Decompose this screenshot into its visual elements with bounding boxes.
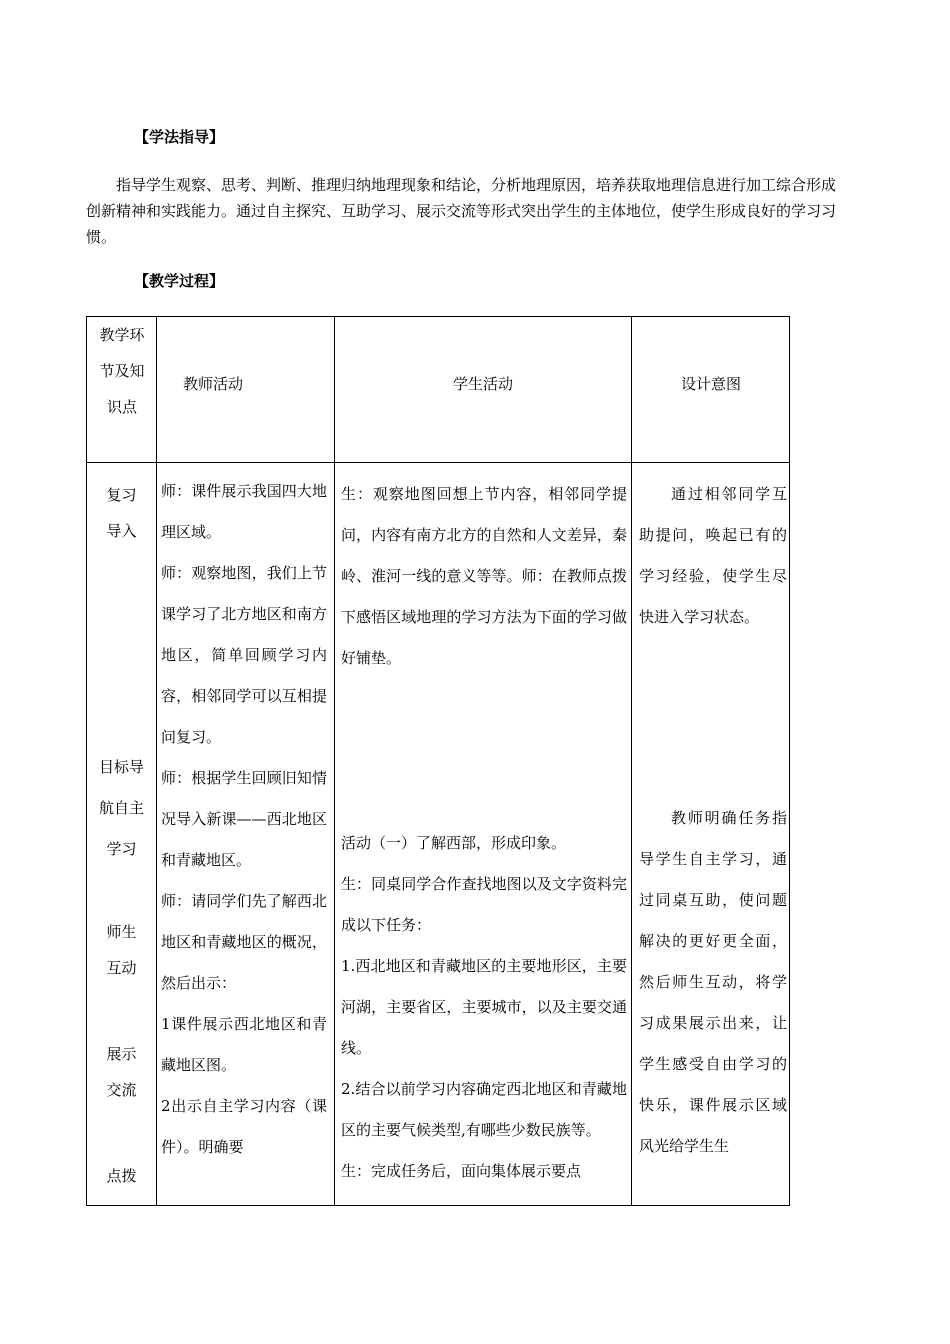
header-divider [87, 462, 789, 463]
student-line: 2.结合以前学习内容确定西北地区和青藏地区的主要气候类型,有哪些少数民族等。 [341, 1080, 627, 1139]
stage-guide: 点拨 [106, 1167, 137, 1185]
stage-show: 展示交流 [106, 1045, 137, 1099]
header-student: 学生活动 [452, 375, 513, 393]
student-line: 生：观察地图回想上节内容，相邻同学提问，内容有南方北方的自然和人文差异，秦岭、淮河一线的意义等等。师：在教师点拨下感悟区域地理的学习方法为下面的学习做好铺垫。 [341, 485, 627, 667]
teacher-line: 师：课件展示我国四大地理区域。 [161, 482, 327, 541]
study-guide-heading: 【学法指导】 [134, 128, 225, 146]
student-activity-task [341, 823, 627, 1192]
header-intent: 设计意图 [680, 375, 741, 393]
intent-review [639, 474, 787, 638]
teacher-activities [161, 471, 327, 1168]
teacher-line: 师：观察地图，我们上节课学习了北方地区和南方地区，简单回顾学习内容，相邻同学可以互相提问复习。 [161, 564, 327, 746]
teaching-process-heading: 【教学过程】 [134, 272, 225, 290]
teacher-line: 1课件展示西北地区和青藏地区图。 [161, 1015, 327, 1074]
stage-interact: 师生互动 [106, 923, 137, 977]
intent-task [639, 798, 787, 1167]
col-divider [156, 317, 157, 1205]
header-stage: 教学环节及知识点 [99, 326, 145, 416]
student-line: 生：同桌同学合作查找地图以及文字资料完成以下任务： [341, 875, 627, 934]
student-line: 1.西北地区和青藏地区的主要地形区，主要河湖，主要省区，主要城市，以及主要交通线。 [341, 957, 627, 1057]
stage-goal: 目标导航自主学习 [98, 758, 144, 858]
study-guide-paragraph [86, 172, 836, 250]
col-divider [334, 317, 335, 1205]
col-divider [631, 317, 632, 1205]
teacher-line: 师：请同学们先了解西北地区和青藏地区的概况，然后出示： [161, 892, 327, 992]
stage-review: 复习导入 [106, 486, 137, 540]
student-activity-review [341, 474, 627, 679]
student-line: 活动（一）了解西部，形成印象。 [341, 834, 567, 852]
teacher-line: 师：根据学生回顾旧知情况导入新课——西北地区和青藏地区。 [161, 769, 327, 869]
study-guide-text: 指导学生观察、思考、判断、推理归纳地理现象和结论，分析地理原因，培养获取地理信息进行加工综合形成创新精神和实践能力。通过自主探究、互助学习、展示交流等形式突出学生的主体地位，使学生形成良好的学习习惯。 [86, 176, 837, 246]
teaching-process-table [86, 316, 790, 1206]
intent-line: 通过相邻同学互助提问，唤起已有的学习经验，使学生尽快进入学习状态。 [639, 485, 787, 626]
student-line: 生：完成任务后，面向集体展示要点 [341, 1162, 582, 1180]
intent-line: 教师明确任务指导学生自主学习，通过同桌互助，使问题解决的更好更全面，然后师生互动，将学习成果展示出来，让学生感受自由学习的快乐，课件展示区域风光给学生生 [639, 809, 787, 1155]
teacher-line: 2出示自主学习内容（课件）。明确要 [161, 1097, 327, 1156]
header-teacher: 教师活动 [183, 375, 244, 393]
